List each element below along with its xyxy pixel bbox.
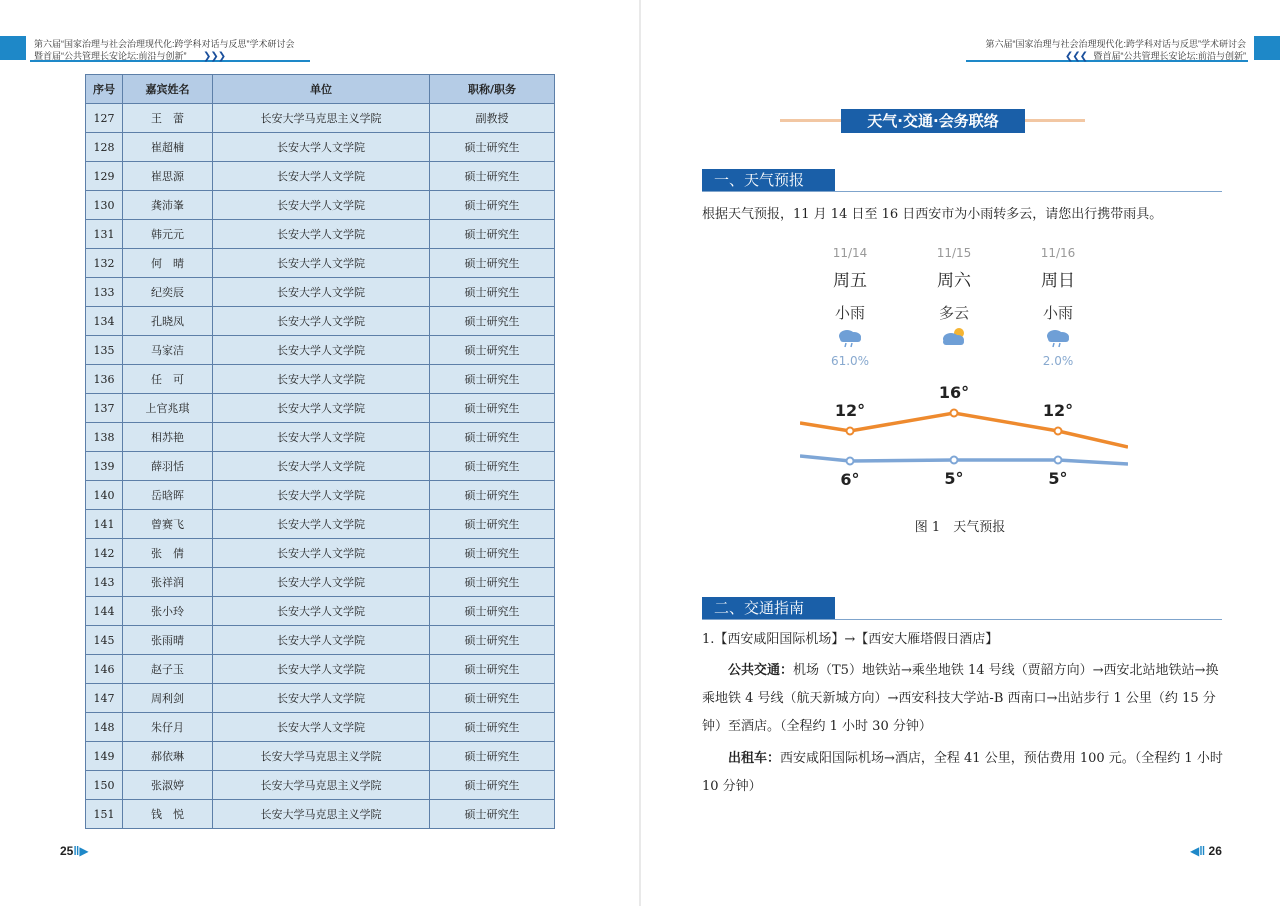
table-row (86, 655, 555, 684)
table-row (86, 742, 555, 771)
page-number-right (1190, 844, 1222, 858)
weather-intro: 根据天气预报，11 月 14 日至 16 日西安市为小雨转多云，请您出行携带雨具。 (702, 207, 1163, 222)
table-row (86, 510, 555, 539)
cell-name: 纪奕辰 (123, 278, 213, 307)
weather-date: 11/14 (832, 246, 868, 260)
cell-title: 硕士研究生 (430, 307, 555, 336)
weather-weekday: 周五 (833, 271, 867, 291)
cell-no: 137 (86, 394, 123, 423)
public-transport-label: 公共交通： (728, 663, 794, 678)
cell-name: 薛羽恬 (123, 452, 213, 481)
taxi-paragraph (702, 745, 1224, 801)
cell-unit: 长安大学马克思主义学院 (213, 771, 430, 800)
table-row (86, 365, 555, 394)
cell-no: 144 (86, 597, 123, 626)
weather-heading-rule (702, 191, 1222, 192)
cell-name: 崔思源 (123, 162, 213, 191)
low-temp-point (951, 457, 958, 464)
weather-condition: 小雨 (834, 304, 865, 322)
cell-no: 130 (86, 191, 123, 220)
table-row (86, 800, 555, 829)
table-row (86, 626, 555, 655)
cell-unit: 长安大学人文学院 (213, 481, 430, 510)
cell-name: 上官兆琪 (123, 394, 213, 423)
weather-date: 11/15 (936, 246, 972, 260)
cell-no: 151 (86, 800, 123, 829)
cell-title: 硕士研究生 (430, 249, 555, 278)
cell-title: 硕士研究生 (430, 191, 555, 220)
cell-title: 硕士研究生 (430, 771, 555, 800)
table-row (86, 394, 555, 423)
cell-title: 硕士研究生 (430, 597, 555, 626)
cell-no: 132 (86, 249, 123, 278)
traffic-heading: 二、交通指南 (702, 597, 835, 619)
high-temp-point (1055, 428, 1062, 435)
cell-name: 周利剑 (123, 684, 213, 713)
cell-name: 韩元元 (123, 220, 213, 249)
cell-unit: 长安大学人文学院 (213, 452, 430, 481)
cell-title: 硕士研究生 (430, 394, 555, 423)
table-row (86, 539, 555, 568)
table-row (86, 684, 555, 713)
cell-name: 崔超楠 (123, 133, 213, 162)
cell-unit: 长安大学人文学院 (213, 684, 430, 713)
header-line1-right: 第六届“国家治理与社会治理现代化:跨学科对话与反思”学术研讨会 (985, 39, 1246, 49)
taxi-text: 西安咸阳国际机场→酒店，全程 41 公里，预估费用 100 元。（全程约 1 小时 10 分钟） (702, 751, 1223, 794)
precipitation-chance: 2.0% (1042, 354, 1074, 368)
chevron-left-icon: ❮❮❮ (1064, 51, 1087, 62)
header-tab-right (1254, 36, 1280, 60)
cell-name: 龚沛峯 (123, 191, 213, 220)
cell-unit: 长安大学人文学院 (213, 626, 430, 655)
high-temp-point (847, 428, 854, 435)
table-row (86, 249, 555, 278)
low-temp-point (847, 458, 854, 465)
cell-title: 硕士研究生 (430, 452, 555, 481)
table-row (86, 481, 555, 510)
cell-title: 硕士研究生 (430, 684, 555, 713)
table-row (86, 278, 555, 307)
cell-name: 张小玲 (123, 597, 213, 626)
cell-no: 141 (86, 510, 123, 539)
cell-title: 硕士研究生 (430, 713, 555, 742)
cell-title: 硕士研究生 (430, 278, 555, 307)
cell-no: 143 (86, 568, 123, 597)
low-temp-label: 5° (1048, 469, 1068, 488)
cell-title: 硕士研究生 (430, 162, 555, 191)
cell-unit: 长安大学人文学院 (213, 394, 430, 423)
cell-no: 145 (86, 626, 123, 655)
cell-no: 133 (86, 278, 123, 307)
precipitation-chance: 61.0% (830, 354, 870, 368)
cell-no: 138 (86, 423, 123, 452)
public-transport-paragraph (702, 657, 1224, 741)
taxi-label: 出租车： (728, 751, 781, 766)
weather-date: 11/16 (1040, 246, 1076, 260)
cell-title: 硕士研究生 (430, 510, 555, 539)
cell-no: 135 (86, 336, 123, 365)
cell-title: 硕士研究生 (430, 336, 555, 365)
cell-name: 相苏艳 (123, 423, 213, 452)
header-line2-right (1065, 49, 1246, 62)
weather-heading: 一、天气预报 (702, 169, 835, 191)
weather-weekday: 周日 (1041, 271, 1075, 291)
header-line2-left (34, 49, 225, 62)
cell-unit: 长安大学人文学院 (213, 307, 430, 336)
cell-title: 硕士研究生 (430, 655, 555, 684)
cell-unit: 长安大学人文学院 (213, 365, 430, 394)
table-header-col-name: 嘉宾姓名 (123, 75, 213, 104)
cell-no: 129 (86, 162, 123, 191)
table-row (86, 336, 555, 365)
cell-unit: 长安大学人文学院 (213, 655, 430, 684)
cell-no: 146 (86, 655, 123, 684)
table-header-col-unit: 单位 (213, 75, 430, 104)
table-row (86, 568, 555, 597)
header-line1-left: 第六届“国家治理与社会治理现代化:跨学科对话与反思”学术研讨会 (34, 39, 295, 49)
table-row (86, 452, 555, 481)
low-temp-label: 5° (944, 469, 964, 488)
cell-unit: 长安大学人文学院 (213, 510, 430, 539)
table-header-row (86, 75, 555, 104)
page-marker-right-icon: ‖▶ (73, 844, 89, 858)
low-temp-label: 6° (840, 470, 860, 489)
cell-unit: 长安大学人文学院 (213, 249, 430, 278)
cell-no: 150 (86, 771, 123, 800)
weather-condition: 多云 (938, 304, 969, 322)
cell-name: 张淑婷 (123, 771, 213, 800)
cell-name: 张 倩 (123, 539, 213, 568)
figure-caption: 图 1 天气预报 (914, 520, 1006, 535)
table-row (86, 220, 555, 249)
cell-unit: 长安大学马克思主义学院 (213, 742, 430, 771)
cell-title: 副教授 (430, 104, 555, 133)
page-number-left (60, 844, 89, 858)
header-line2-text-right: 暨首届“公共管理长安论坛:前沿与创新” (1093, 51, 1246, 61)
route-title: 1.【西安咸阳国际机场】→【西安大雁塔假日酒店】 (702, 632, 999, 647)
cell-name: 郝依琳 (123, 742, 213, 771)
section-title-banner: 天气·交通·会务联络 (841, 109, 1025, 133)
table-header-col-no: 序号 (86, 75, 123, 104)
partly-cloudy-icon (914, 326, 994, 348)
table-row (86, 713, 555, 742)
cell-title: 硕士研究生 (430, 742, 555, 771)
public-transport-text: 机场（T5）地铁站→乘坐地铁 14 号线（贾韶方向）→西安北站地铁站→换乘地铁 4 号线（航天新城方向）→西安科技大学站-B 西南口→出站步行 1 公里（约 15 分钟）至酒店。（全程约 1 小时 30 分钟） (702, 663, 1219, 734)
cell-name: 张祥润 (123, 568, 213, 597)
cell-no: 149 (86, 742, 123, 771)
cell-name: 孔晓凤 (123, 307, 213, 336)
cell-name: 曾赛飞 (123, 510, 213, 539)
title-rule-right (1025, 119, 1085, 122)
cell-no: 139 (86, 452, 123, 481)
table-row (86, 191, 555, 220)
cell-name: 王 蕾 (123, 104, 213, 133)
table-row (86, 307, 555, 336)
chevron-right-icon: ❯❯❯ (203, 51, 226, 62)
cell-no: 142 (86, 539, 123, 568)
cell-name: 任 可 (123, 365, 213, 394)
table-row (86, 133, 555, 162)
high-temp-point (951, 410, 958, 417)
cell-unit: 长安大学人文学院 (213, 220, 430, 249)
table-row (86, 597, 555, 626)
cell-no: 136 (86, 365, 123, 394)
cell-unit: 长安大学人文学院 (213, 539, 430, 568)
low-temp-point (1055, 457, 1062, 464)
cell-name: 马家洁 (123, 336, 213, 365)
page-number-right-value: 26 (1208, 844, 1222, 858)
cell-unit: 长安大学人文学院 (213, 191, 430, 220)
cell-name: 朱仔月 (123, 713, 213, 742)
cell-no: 134 (86, 307, 123, 336)
cell-unit: 长安大学马克思主义学院 (213, 800, 430, 829)
cell-unit: 长安大学人文学院 (213, 336, 430, 365)
cell-title: 硕士研究生 (430, 423, 555, 452)
weather-weekday: 周六 (937, 271, 971, 291)
cell-no: 140 (86, 481, 123, 510)
cell-title: 硕士研究生 (430, 800, 555, 829)
cell-unit: 长安大学马克思主义学院 (213, 104, 430, 133)
cell-title: 硕士研究生 (430, 220, 555, 249)
cell-no: 148 (86, 713, 123, 742)
guest-table (85, 74, 555, 829)
cell-name: 何 晴 (123, 249, 213, 278)
cell-unit: 长安大学人文学院 (213, 423, 430, 452)
cell-no: 128 (86, 133, 123, 162)
table-header-col-title: 职称/职务 (430, 75, 555, 104)
table-row (86, 104, 555, 133)
table-row (86, 771, 555, 800)
cell-name: 岳晗晖 (123, 481, 213, 510)
title-rule-left (780, 119, 841, 122)
weather-condition: 小雨 (1042, 304, 1073, 322)
cell-no: 127 (86, 104, 123, 133)
cell-unit: 长安大学人文学院 (213, 568, 430, 597)
page-number-left-value: 25 (60, 844, 74, 858)
table-row (86, 423, 555, 452)
cell-title: 硕士研究生 (430, 365, 555, 394)
cell-name: 张雨晴 (123, 626, 213, 655)
cell-no: 147 (86, 684, 123, 713)
cell-unit: 长安大学人文学院 (213, 713, 430, 742)
cell-title: 硕士研究生 (430, 133, 555, 162)
rain-cloud-icon (1018, 326, 1098, 348)
cell-title: 硕士研究生 (430, 481, 555, 510)
table-row (86, 162, 555, 191)
cell-unit: 长安大学人文学院 (213, 133, 430, 162)
cell-title: 硕士研究生 (430, 626, 555, 655)
header-line2-text: 暨首届“公共管理长安论坛:前沿与创新” (34, 51, 187, 61)
high-temp-label: 12° (834, 401, 866, 420)
cell-unit: 长安大学人文学院 (213, 597, 430, 626)
cell-no: 131 (86, 220, 123, 249)
header-tab-left (0, 36, 26, 60)
cell-unit: 长安大学人文学院 (213, 278, 430, 307)
cell-title: 硕士研究生 (430, 568, 555, 597)
cell-name: 赵子玉 (123, 655, 213, 684)
traffic-heading-rule (702, 619, 1222, 620)
page-marker-left-icon: ◀‖ (1190, 844, 1206, 858)
high-temp-label: 12° (1042, 401, 1074, 420)
high-temp-label: 16° (938, 383, 970, 402)
cell-name: 钱 悦 (123, 800, 213, 829)
cell-unit: 长安大学人文学院 (213, 162, 430, 191)
rain-cloud-icon (810, 326, 890, 348)
cell-title: 硕士研究生 (430, 539, 555, 568)
